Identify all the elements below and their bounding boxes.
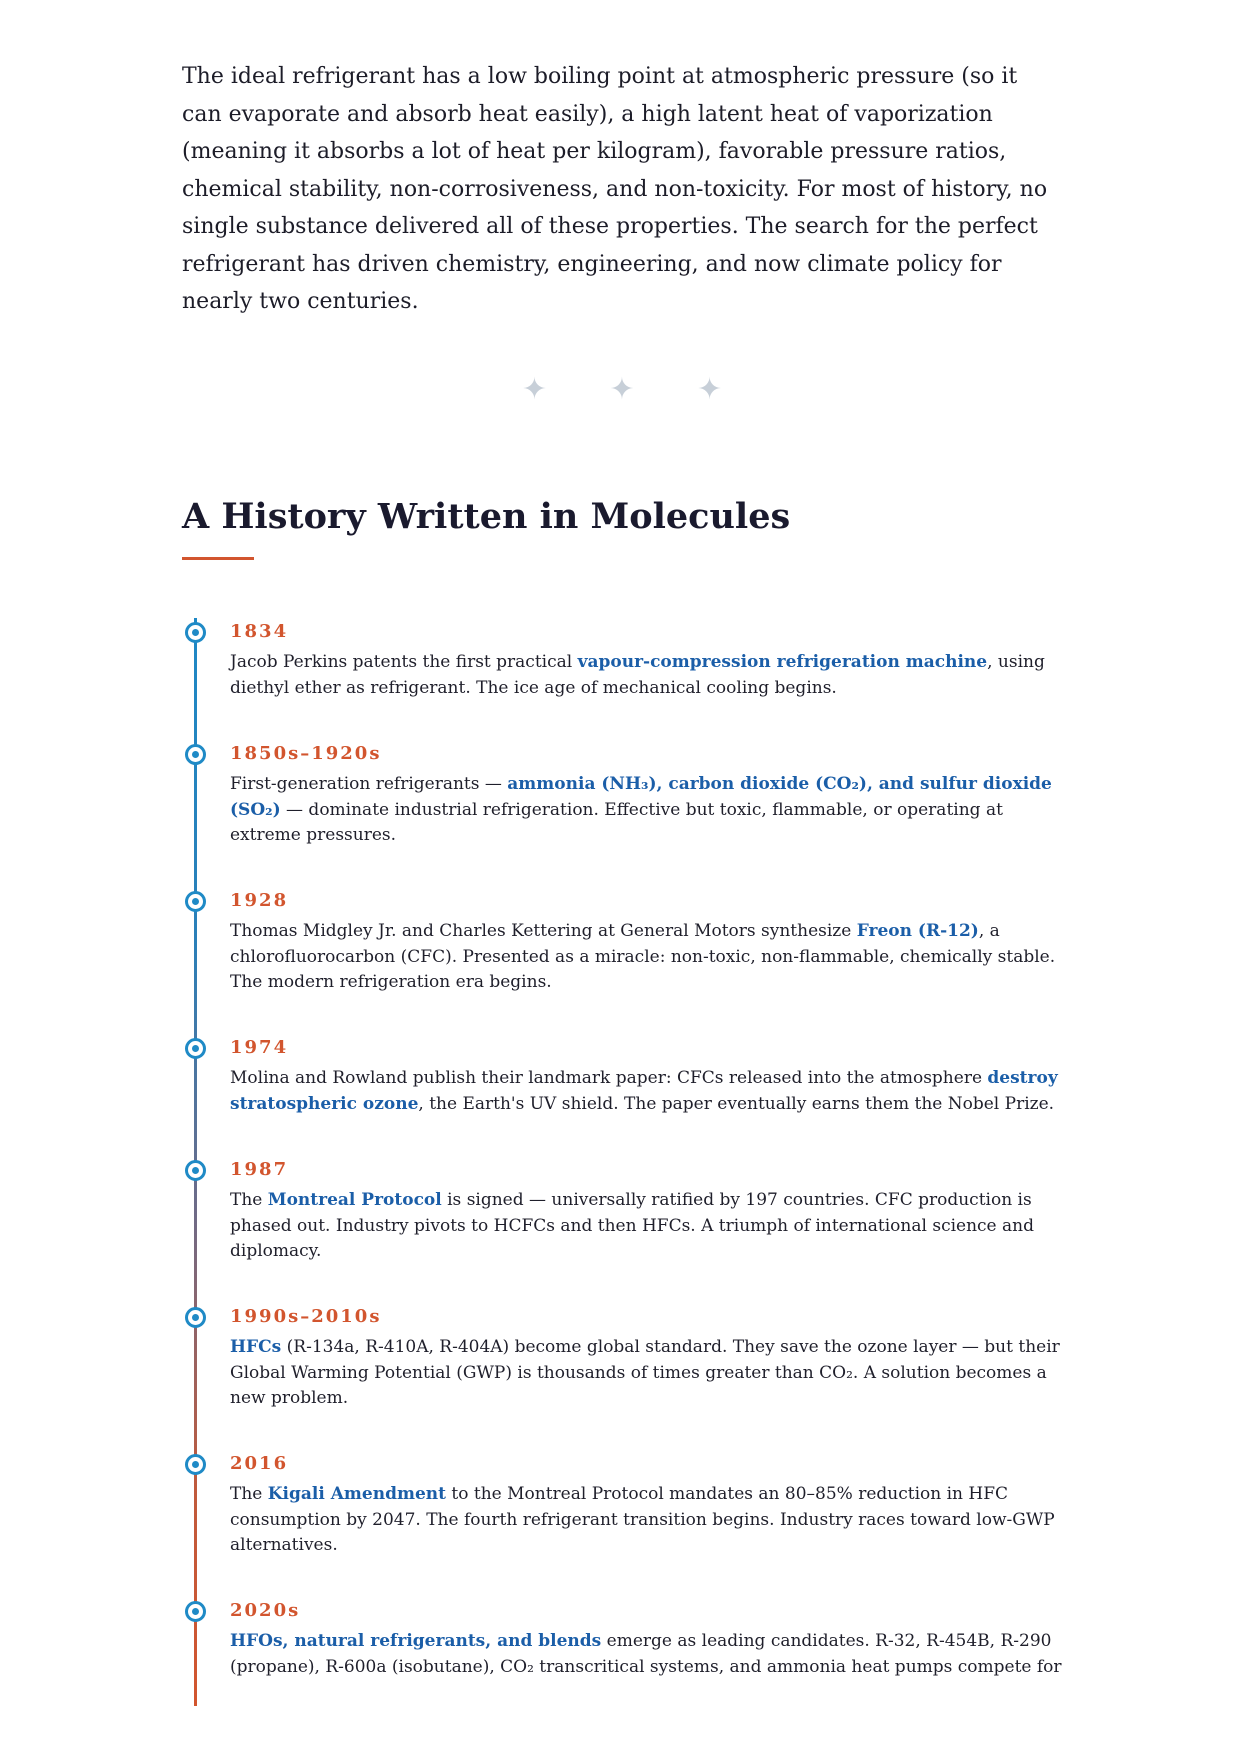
event-year: 1990s–2010s (230, 1306, 382, 1327)
event-text: Thomas Midgley Jr. and Charles Kettering at General Motors synthesize (230, 921, 857, 941)
star-icon: ✦ (609, 372, 635, 407)
event-description (230, 650, 1070, 701)
event-highlight-link[interactable]: vapour-compression refrigeration machine (577, 652, 988, 672)
section-title: A History Written in Molecules (182, 496, 791, 537)
event-text: , using diethyl ether as refrigerant. The ice age of mechanical cooling begins. (230, 652, 1045, 698)
event-description (230, 772, 1070, 849)
event-highlight-link[interactable]: HFOs, natural refrigerants, and blends (230, 1631, 602, 1651)
timeline-dot-icon (185, 1160, 206, 1181)
intro-paragraph: The ideal refrigerant has a low boiling point at atmospheric pressure (so it can evaporate and absorb heat easily), a high latent heat of vaporization (meaning it absorbs a lot of heat per kilogram), favorable pressure ratios, chemical stability, non-corrosiveness, and non-toxicity. For most of history, no single substance delivered all of these properties. The search for the perfect refrigerant has driven chemistry, engineering, and now climate policy for nearly two centuries. (182, 64, 1048, 314)
event-text: (R-134a, R-410A, R-404A) become global standard. They save the ozone layer — but their Global Warming Potential (GWP) is thousands of times greater than CO₂. A solution becomes a new problem. (230, 1337, 1060, 1408)
event-description (230, 919, 1070, 996)
timeline-dot-icon (185, 1307, 206, 1328)
timeline-dot-icon (185, 1454, 206, 1475)
event-text: The (230, 1484, 268, 1504)
event-year: 1834 (230, 621, 289, 642)
event-text: , a chlorofluorocarbon (CFC). Presented as a miracle: non-toxic, non-flammable, chemically stable. The modern refrigeration era begins. (230, 921, 1056, 992)
event-highlight-link[interactable]: Freon (R-12) (856, 921, 979, 941)
section-divider (182, 372, 1062, 412)
event-year: 2020s (230, 1600, 301, 1621)
event-text: to the Montreal Protocol mandates an 80–85% reduction in HFC consumption by 2047. The fourth refrigerant transition begins. Industry races toward low-GWP alternatives. (230, 1484, 1055, 1555)
event-description (230, 1629, 1070, 1680)
star-icon: ✦ (521, 372, 548, 407)
event-year: 1974 (230, 1037, 289, 1058)
timeline-dot-icon (185, 1038, 206, 1059)
event-year: 1850s–1920s (230, 743, 382, 764)
timeline-dot-icon (185, 1601, 206, 1622)
event-highlight-link[interactable]: HFCs (230, 1337, 282, 1357)
event-description (230, 1482, 1070, 1559)
event-year: 2016 (230, 1453, 289, 1474)
event-highlight-link[interactable]: Kigali Amendment (267, 1484, 446, 1504)
event-year: 1928 (230, 890, 289, 911)
star-icon: ✦ (696, 372, 723, 407)
event-highlight-link[interactable]: destroy stratospheric ozone (230, 1068, 1058, 1114)
timeline-dot-icon (185, 622, 206, 643)
timeline-dot-icon (185, 744, 206, 765)
event-description (230, 1335, 1070, 1412)
event-text: , the Earth's UV shield. The paper eventually earns them the Nobel Prize. (418, 1093, 1055, 1114)
event-text: First-generation refrigerants — (230, 774, 508, 794)
title-underline (182, 557, 254, 560)
event-text: is signed — universally ratified by 197 countries. CFC production is phased out. Industry pivots to HCFCs and then HFCs. A triumph of international science and diplomacy. (230, 1190, 1034, 1261)
event-description (230, 1188, 1070, 1265)
event-text: Molina and Rowland publish their landmark paper: CFCs released into the atmosphere (230, 1068, 988, 1088)
event-text: — dominate industrial refrigeration. Effective but toxic, flammable, or operating at extreme pressures. (230, 799, 1003, 845)
event-description (230, 1066, 1070, 1117)
event-highlight-link[interactable]: Montreal Protocol (267, 1190, 442, 1210)
event-text: Jacob Perkins patents the first practical (230, 652, 578, 672)
event-text: emerge as leading candidates. R-32, R-454B, R-290 (propane), R-600a (isobutane), CO₂ transcritical systems, and ammonia heat pumps compete for (230, 1631, 1062, 1677)
event-highlight-link[interactable]: ammonia (NH₃), carbon dioxide (CO₂), and sulfur dioxide (SO₂) (230, 774, 1052, 820)
event-year: 1987 (230, 1159, 289, 1180)
timeline-dot-icon (185, 891, 206, 912)
event-text: The (230, 1190, 268, 1210)
